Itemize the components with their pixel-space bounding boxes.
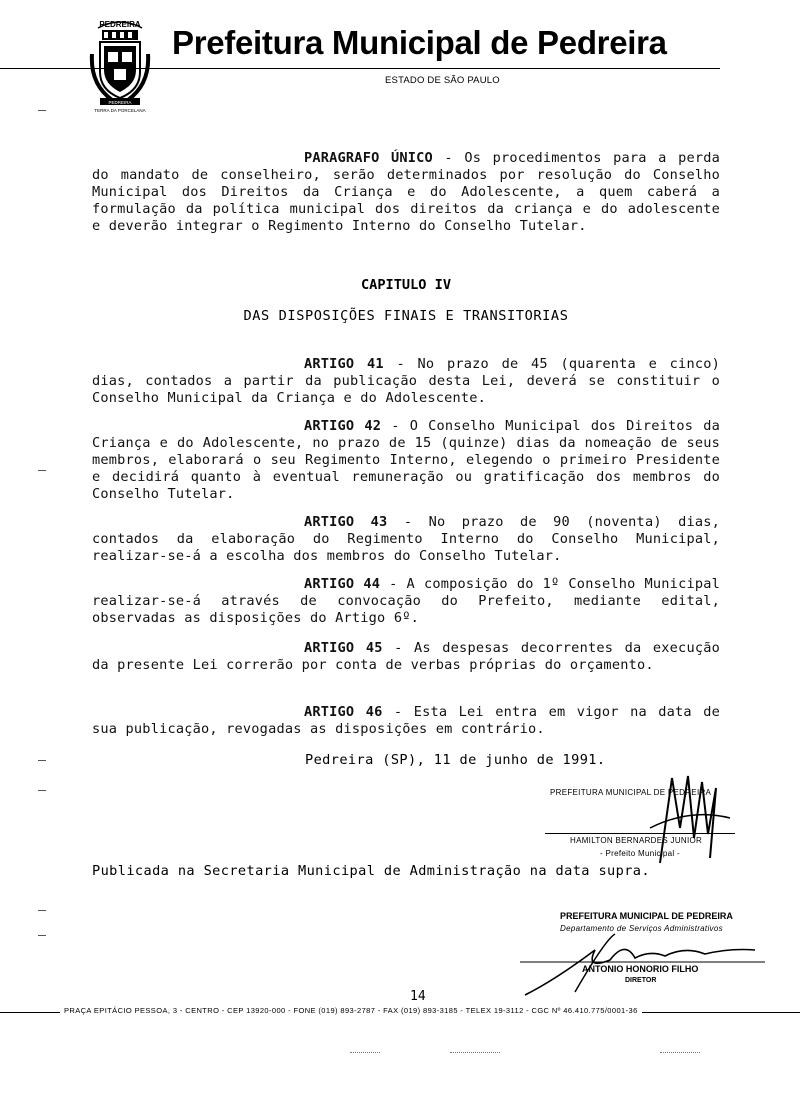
paragrafo-label: PARAGRAFO ÚNICO (304, 150, 433, 166)
page-title: Prefeitura Municipal de Pedreira (172, 24, 667, 61)
paragrafo-text: - Os procedimentos para a perda do mandato de conselheiro, serão determinados por resolução do Conselho Municipal dos Direitos da Criança e do Adolescente, a quem caberá a formulação da política municipal dos direitos da criança e do adolescente e deverão integrar o Regimento Interno do Conselho Tutelar. (92, 150, 721, 234)
article-45 (92, 640, 720, 674)
margin-mark (38, 760, 46, 761)
article-46 (92, 704, 720, 738)
chapter-subtitle: DAS DISPOSIÇÕES FINAIS E TRANSITORIAS (243, 308, 569, 324)
article-label: ARTIGO 42 (304, 418, 382, 434)
article-44 (92, 576, 720, 627)
director-name: ANTONIO HONORIO FILHO (582, 964, 699, 974)
header-subtitle: ESTADO DE SÃO PAULO (385, 75, 500, 86)
article-label: ARTIGO 46 (304, 704, 383, 720)
mayor-role: - Prefeito Municipal - (600, 849, 680, 858)
scan-mark (660, 1052, 700, 1053)
date-line: Pedreira (SP), 11 de junho de 1991. (305, 752, 606, 768)
margin-mark (38, 910, 46, 911)
article-42 (92, 418, 720, 503)
article-text: - O Conselho Municipal dos Direitos da Criança e do Adolescente, no prazo de 15 (quinze) dias da nomeação de seus membros, elaborará o seu Regimento Interno, elegendo o primeiro Presidente e decidirá quanto à eventual remuneração ou gratificação dos membros do Conselho Tutelar. (92, 418, 720, 502)
crest-motto: TERRA DA PORCELANA (94, 108, 146, 113)
article-label: ARTIGO 45 (304, 640, 383, 656)
margin-mark (38, 470, 46, 471)
scan-mark (450, 1052, 500, 1053)
article-43 (92, 514, 720, 565)
director-signature (515, 920, 775, 1004)
article-text: - Esta Lei entra em vigor na data de sua publicação, revogadas as disposições em contrário. (92, 704, 720, 737)
chapter-title: CAPITULO IV (360, 277, 452, 293)
director-office: PREFEITURA MUNICIPAL DE PEDREIRA (560, 911, 733, 921)
header-divider (0, 68, 720, 69)
article-text: - A composição do 1º Conselho Municipal realizar-se-á através de convocação do Prefeito, mediante edital, observadas as disposições do Artigo 6º. (92, 576, 720, 626)
svg-text:PEDREIRA: PEDREIRA (99, 20, 141, 29)
article-label: ARTIGO 44 (304, 576, 381, 592)
mayor-office: PREFEITURA MUNICIPAL DE PEDREIRA (550, 788, 712, 797)
margin-mark (38, 790, 46, 791)
article-text: - As despesas decorrentes da execução da presente Lei correrão por conta de verbas próprias do orçamento. (92, 640, 720, 673)
margin-mark (38, 110, 46, 111)
svg-text:PEDREIRA: PEDREIRA (108, 100, 132, 105)
mayor-signature-line (545, 833, 735, 834)
scan-mark (350, 1052, 380, 1053)
page-number: 14 (410, 989, 426, 1004)
coat-of-arms-logo (88, 14, 152, 114)
article-text: - No prazo de 90 (noventa) dias, contados da elaboração do Regimento Interno do Conselho Municipal, realizar-se-á a escolha dos membros do Conselho Tutelar. (92, 514, 720, 564)
margin-mark (38, 935, 46, 936)
article-41 (92, 356, 720, 407)
publication-note: Publicada na Secretaria Municipal de Administração na data supra. (92, 863, 650, 879)
mayor-name: HAMILTON BERNARDES JUNIOR (570, 836, 703, 845)
paragrafo-unico (92, 150, 720, 235)
director-department: Departamento de Serviços Administrativos (560, 924, 723, 933)
article-label: ARTIGO 41 (304, 356, 384, 372)
article-label: ARTIGO 43 (304, 514, 388, 530)
article-text: - No prazo de 45 (quarenta e cinco) dias, contados a partir da publicação desta Lei, deverá se constituir o Conselho Municipal da Criança e do Adolescente. (92, 356, 720, 406)
footer-address: PRAÇA EPITÁCIO PESSOA, 3 - CENTRO - CEP 13920-000 - FONE (019) 893-2787 - FAX (019) 893-3185 - TELEX 19-3112 - CGC Nº 46.410.775/0001-36 (60, 1006, 642, 1015)
director-role: DIRETOR (625, 977, 657, 984)
